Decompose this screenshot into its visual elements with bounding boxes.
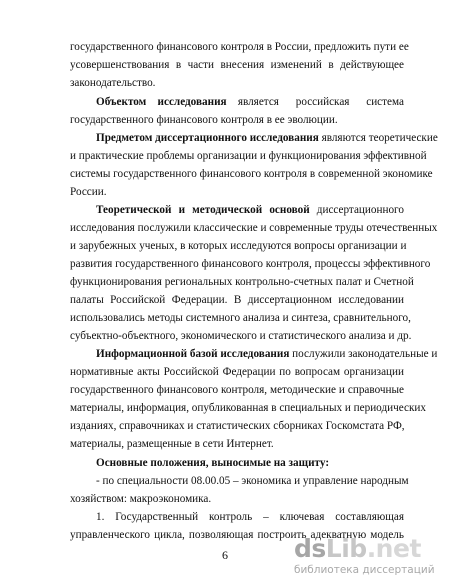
text-line: изданиях, справочниках и статистических сборниках Госкомстата РФ, (70, 420, 405, 432)
watermark-logo: dsLib.net (294, 534, 421, 563)
info-base-paragraph-first-line (96, 347, 438, 361)
text-line: законодательство. (70, 77, 156, 89)
text-line: и практические проблемы организации и функционирования эффективной (70, 150, 427, 162)
text-line: палаты Российской Федерации. В диссертационном исследовании (70, 294, 404, 306)
section-heading: Основные положения, выносимые на защиту: (96, 457, 330, 469)
basis-text: диссертационного (316, 204, 404, 216)
watermark (294, 536, 444, 576)
text-line: исследования послужили классические и современные труды отечественных (70, 222, 438, 234)
subject-text: являются теоретические (321, 132, 438, 144)
text-line: нормативные акты Российской Федерации по вопросам организации (70, 366, 404, 378)
object-term: Объектом (96, 96, 147, 108)
text-line: системы государственного финансового контроля в современной экономике (70, 168, 433, 180)
info-base-term: Информационной базой исследования (96, 348, 290, 360)
basis-term-4: основой (269, 204, 310, 216)
text-line: и зарубежных ученых, в которых исследуются вопросы организации и (70, 240, 407, 252)
text-line: функционирования региональных контрольно-счетных палат и Счетной (70, 276, 414, 288)
text-line: развития государственного финансового контроля, процессы эффективного (70, 258, 431, 270)
text-line: государственного финансового контроля в ее эволюции. (70, 114, 338, 126)
object-term-2: исследования (157, 96, 227, 108)
text-line: государственного финансового контроля в России, предложить пути ее (70, 41, 409, 53)
subject-paragraph-first-line (96, 131, 438, 145)
basis-paragraph-first-line (96, 203, 404, 217)
text-line: управленческого цикла, позволяющая построить адекватную модель (70, 529, 404, 541)
text-line: использовались методы системного анализа и синтеза, сравнительного, (70, 312, 411, 324)
text-line: субъектно-объектного, экономического и статистического анализа и др. (70, 330, 412, 342)
basis-term-2: и (178, 204, 186, 216)
text-line: государственного финансового контроля, методические и справочные (70, 384, 404, 396)
object-text: является российская система (237, 96, 404, 108)
watermark-subtitle: библиотека диссертаций (294, 564, 435, 576)
text-line: материалы, информация, опубликованная в специальных и периодических (70, 402, 426, 414)
text-line: хозяйством: макроэкономика. (70, 493, 212, 505)
basis-term-1: Теоретической (96, 204, 172, 216)
info-base-text: послужили законодательные и (292, 348, 438, 360)
text-line: 1. Государственный контроль – ключевая составляющая (96, 511, 404, 523)
text-line: материалы, размещенные в сети Интернет. (70, 438, 274, 450)
object-paragraph-first-line (96, 95, 404, 109)
page-number: 6 (222, 548, 228, 562)
text-line: - по специальности 08.00.05 – экономика и управление народным (96, 475, 409, 487)
text-line: России. (70, 186, 107, 198)
basis-term-3: методической (192, 204, 263, 216)
subject-term: Предметом диссертационного исследования (96, 132, 319, 144)
text-line: усовершенствования в части внесения изменений в действующее (70, 59, 404, 71)
